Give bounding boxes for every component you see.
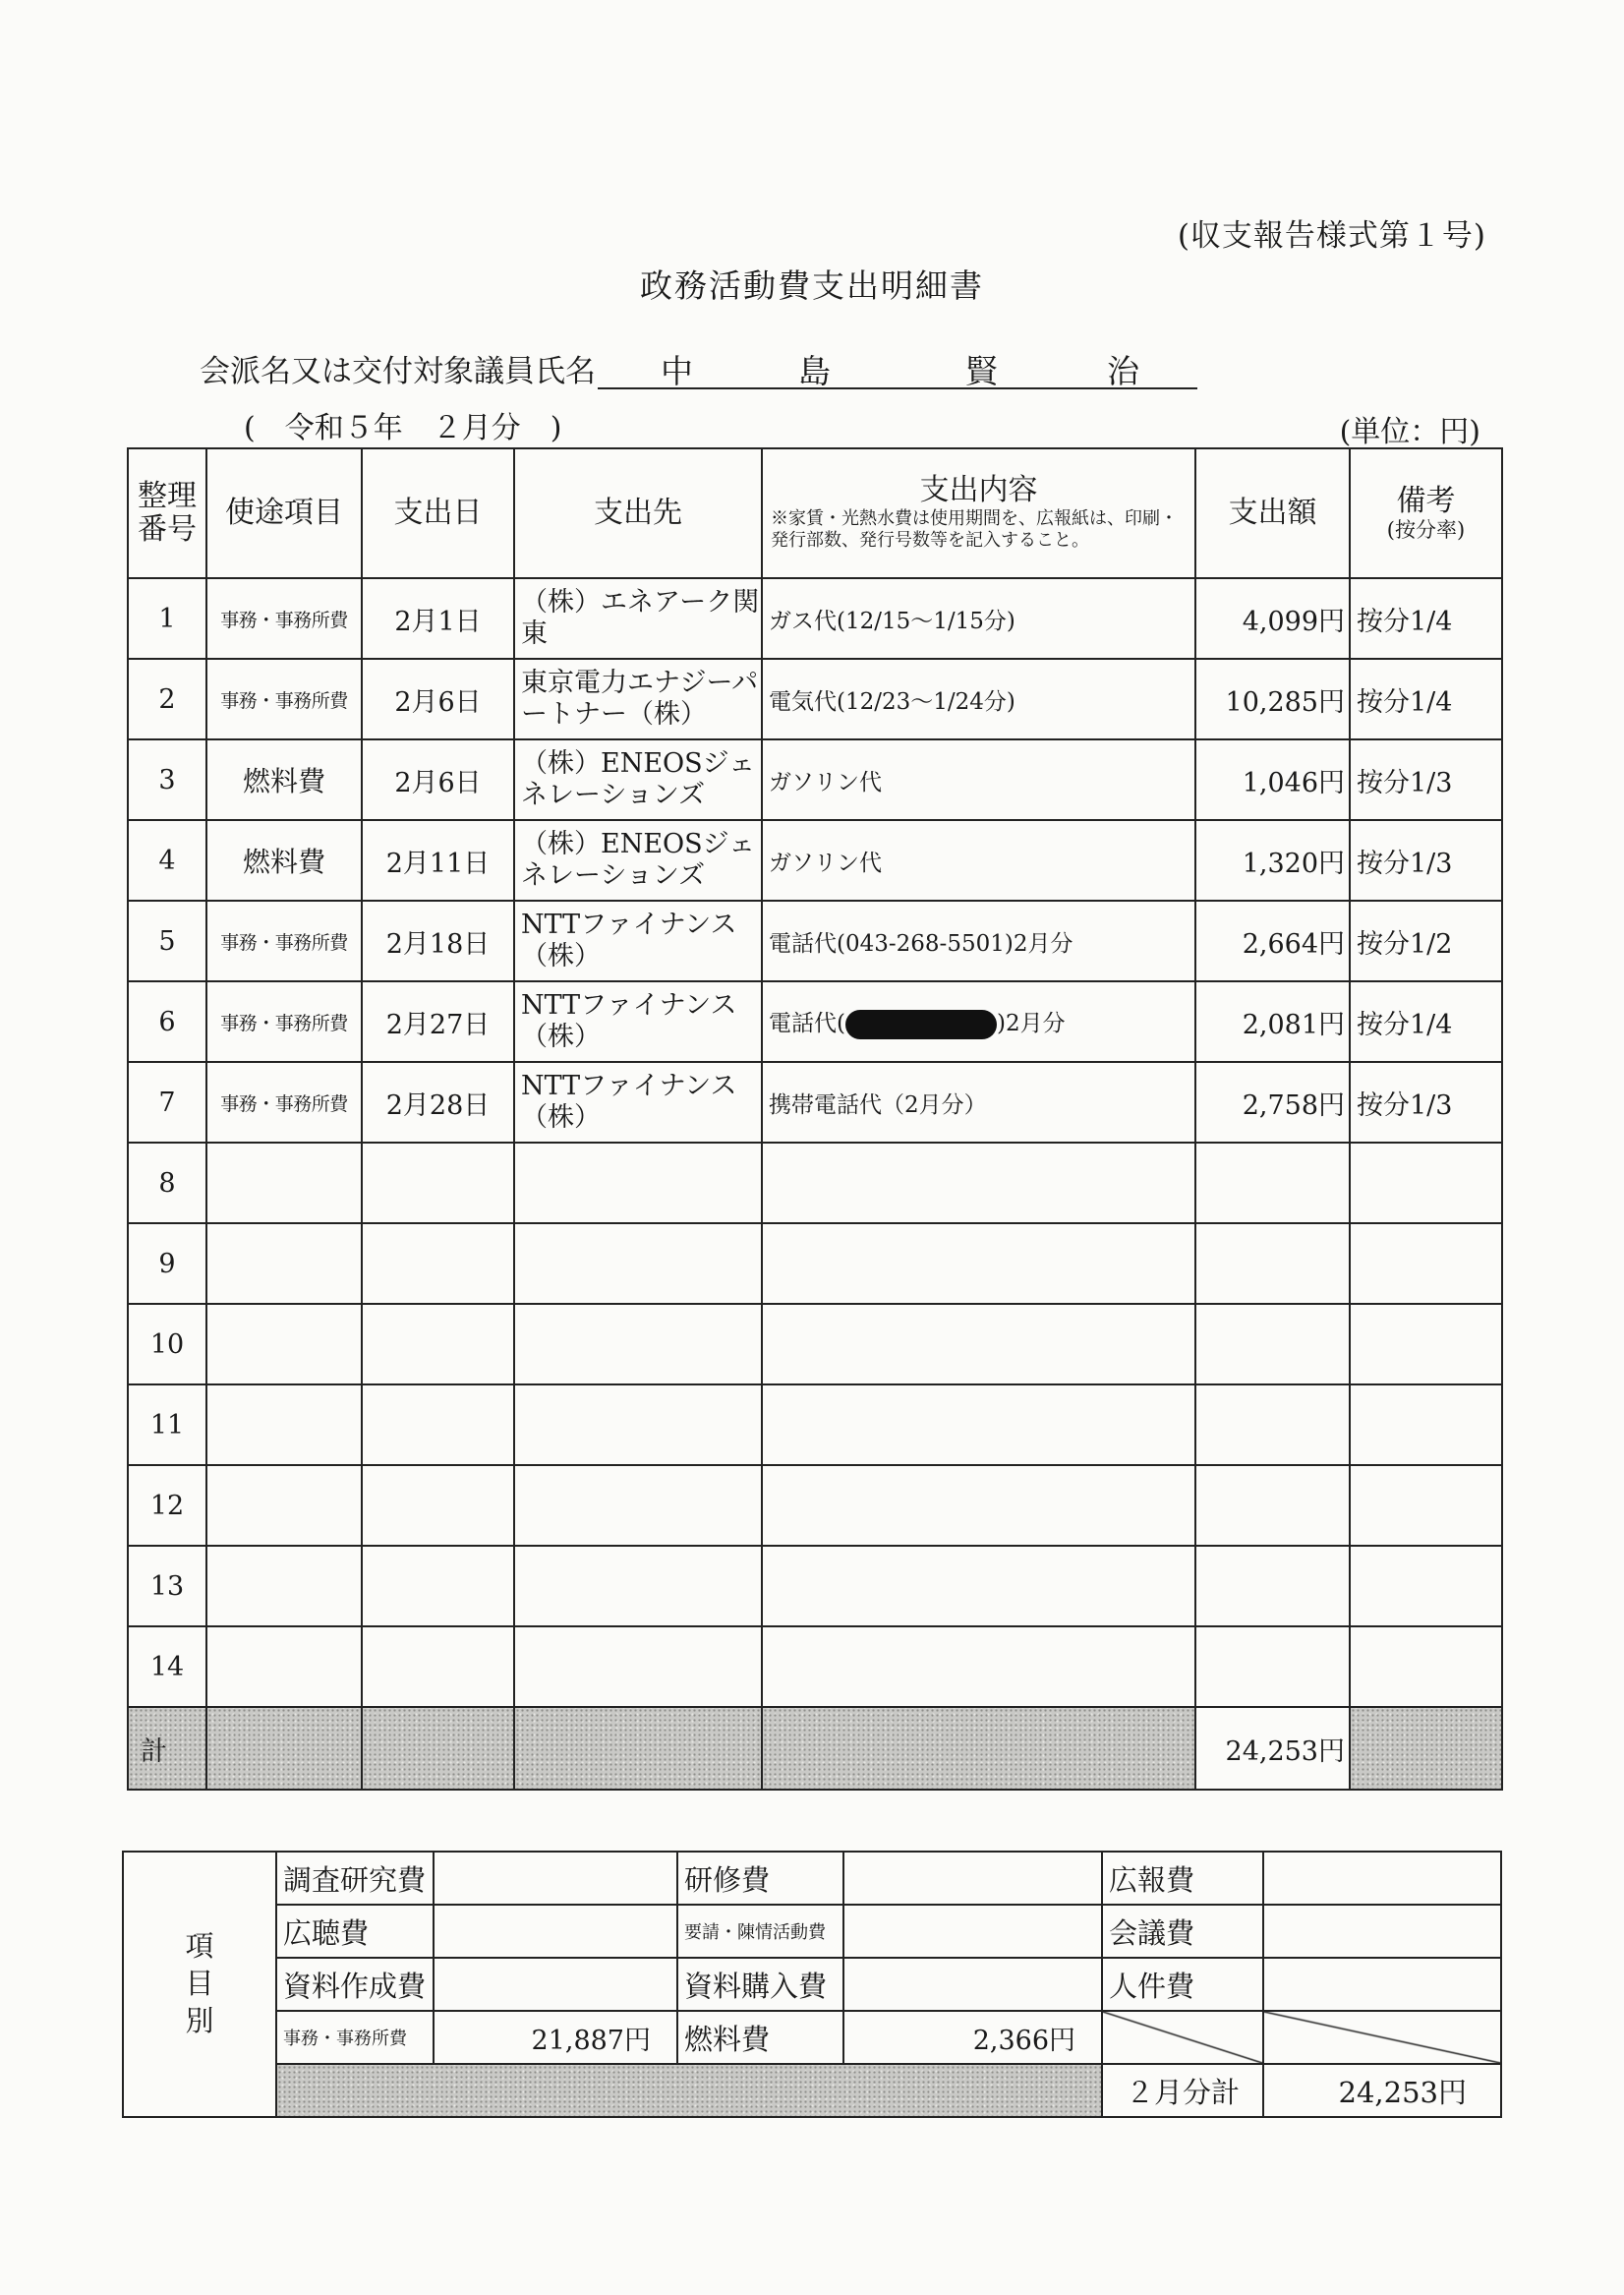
member-name-label: 会派名又は交付対象議員氏名 (200, 354, 596, 389)
use-category (206, 1304, 362, 1384)
payee (514, 1546, 762, 1626)
use-category (206, 1626, 362, 1707)
row-number: 9 (128, 1223, 206, 1304)
expense-content: 携帯電話代（2月分） (762, 1062, 1195, 1143)
payment-date: 2月11日 (362, 820, 514, 901)
expense-content: 電話代(043-268-5501)2月分 (762, 901, 1195, 981)
expense-content (762, 1143, 1195, 1223)
content-suffix: )2月分 (996, 1010, 1066, 1036)
payment-date (362, 1304, 514, 1384)
payment-date (362, 1465, 514, 1546)
payee (514, 1626, 762, 1707)
amount (1195, 1384, 1350, 1465)
payment-date: 2月6日 (362, 659, 514, 739)
use-category (206, 1384, 362, 1465)
table-row (128, 1626, 1502, 1707)
category-label: 調査研究費 (276, 1852, 434, 1905)
expense-content (762, 1465, 1195, 1546)
table-row (128, 1223, 1502, 1304)
row-number: 11 (128, 1384, 206, 1465)
amount (1195, 1304, 1350, 1384)
header-remarks: 備考 (按分率) (1350, 448, 1502, 578)
apportion-ratio (1350, 1626, 1502, 1707)
payee (514, 1143, 762, 1223)
payment-date: 2月18日 (362, 901, 514, 981)
apportion-ratio: 按分1/4 (1350, 659, 1502, 739)
row-number: 5 (128, 901, 206, 981)
use-category: 燃料費 (206, 820, 362, 901)
category-value (434, 1905, 677, 1958)
header-amount: 支出額 (1195, 448, 1350, 578)
header-date: 支出日 (362, 448, 514, 578)
total-row (128, 1707, 1502, 1790)
header-number: 整理番号 (128, 448, 206, 578)
category-side-label: 項 目 別 (123, 1852, 276, 2117)
expense-content (762, 1546, 1195, 1626)
category-value (434, 1958, 677, 2011)
payee (514, 1304, 762, 1384)
table-row (128, 1062, 1502, 1143)
payee: NTTファイナンス（株） (514, 981, 762, 1062)
month-total-value: 24,253円 (1263, 2064, 1501, 2117)
row-number: 4 (128, 820, 206, 901)
category-label: 要請・陳情活動費 (677, 1905, 843, 1958)
apportion-ratio (1350, 1384, 1502, 1465)
expense-content (762, 1304, 1195, 1384)
member-name-char: 賢 (965, 352, 998, 390)
row-number: 13 (128, 1546, 206, 1626)
document-title: 政務活動費支出明細書 (640, 266, 984, 305)
category-value (1263, 1852, 1501, 1905)
table-row (128, 739, 1502, 820)
apportion-ratio: 按分1/3 (1350, 739, 1502, 820)
table-row (128, 1143, 1502, 1223)
payee: NTTファイナンス（株） (514, 1062, 762, 1143)
expense-content (762, 1626, 1195, 1707)
apportion-ratio: 按分1/4 (1350, 578, 1502, 659)
category-label: 資料作成費 (276, 1958, 434, 2011)
apportion-ratio: 按分1/3 (1350, 820, 1502, 901)
form-number: (収支報告様式第１号) (1177, 218, 1486, 254)
category-value (1263, 1905, 1501, 1958)
use-category: 事務・事務所費 (206, 578, 362, 659)
amount (1195, 1546, 1350, 1626)
payment-date (362, 1626, 514, 1707)
payment-date: 2月1日 (362, 578, 514, 659)
expense-content: ガス代(12/15～1/15分) (762, 578, 1195, 659)
use-category: 事務・事務所費 (206, 901, 362, 981)
header-payee: 支出先 (514, 448, 762, 578)
expense-content: ガソリン代 (762, 820, 1195, 901)
shaded-cell (206, 1707, 362, 1790)
header-use: 使途項目 (206, 448, 362, 578)
payee: 東京電力エナジーパートナー（株） (514, 659, 762, 739)
use-category (206, 1546, 362, 1626)
shaded-cell (362, 1707, 514, 1790)
table-row (128, 659, 1502, 739)
payment-date (362, 1384, 514, 1465)
apportion-ratio (1350, 1223, 1502, 1304)
shaded-cell (1350, 1707, 1502, 1790)
use-category: 燃料費 (206, 739, 362, 820)
payee (514, 1223, 762, 1304)
amount (1195, 1465, 1350, 1546)
category-summary-table (122, 1851, 1502, 2118)
shaded-cell (276, 2064, 1102, 2117)
expense-content: 電気代(12/23～1/24分) (762, 659, 1195, 739)
table-row (128, 820, 1502, 901)
amount: 10,285円 (1195, 659, 1350, 739)
expense-content (762, 981, 1195, 1062)
category-value: 2,366円 (843, 2011, 1102, 2064)
table-header-row (128, 448, 1502, 578)
category-label: 広報費 (1102, 1852, 1263, 1905)
payment-date: 2月6日 (362, 739, 514, 820)
use-category (206, 1223, 362, 1304)
apportion-ratio (1350, 1143, 1502, 1223)
category-label: 事務・事務所費 (276, 2011, 434, 2064)
row-number: 12 (128, 1465, 206, 1546)
amount: 1,320円 (1195, 820, 1350, 901)
table-row (128, 1546, 1502, 1626)
apportion-ratio (1350, 1304, 1502, 1384)
total-amount: 24,253円 (1195, 1707, 1350, 1790)
diagonal-slash-cell (1102, 2011, 1263, 2064)
expense-content: ガソリン代 (762, 739, 1195, 820)
table-row (128, 1465, 1502, 1546)
expenditure-table (127, 447, 1503, 1791)
row-number: 6 (128, 981, 206, 1062)
category-value (1263, 1958, 1501, 2011)
payee (514, 1384, 762, 1465)
apportion-ratio (1350, 1546, 1502, 1626)
table-row (128, 1304, 1502, 1384)
member-name-char: 中 (661, 352, 693, 390)
expense-content (762, 1223, 1195, 1304)
payment-date (362, 1546, 514, 1626)
shaded-cell (762, 1707, 1195, 1790)
expense-content (762, 1384, 1195, 1465)
content-prefix: 電話代( (769, 1010, 845, 1036)
category-label: 資料購入費 (677, 1958, 843, 2011)
category-label: 広聴費 (276, 1905, 434, 1958)
use-category: 事務・事務所費 (206, 1062, 362, 1143)
unit-label: (単位：円) (1339, 415, 1480, 449)
row-number: 2 (128, 659, 206, 739)
apportion-ratio: 按分1/4 (1350, 981, 1502, 1062)
member-name-char: 島 (798, 352, 831, 390)
table-row (128, 901, 1502, 981)
payment-date: 2月28日 (362, 1062, 514, 1143)
category-value: 21,887円 (434, 2011, 677, 2064)
header-remarks-sub: (按分率) (1386, 518, 1466, 543)
category-label: 燃料費 (677, 2011, 843, 2064)
row-number: 10 (128, 1304, 206, 1384)
apportion-ratio: 按分1/3 (1350, 1062, 1502, 1143)
payment-date (362, 1143, 514, 1223)
category-label: 会議費 (1102, 1905, 1263, 1958)
header-content-note: ※家賃・光熱水費は使用期間を、広報紙は、印刷・発行部数、発行号数等を記入すること。 (771, 507, 1178, 552)
month-total-label: ２月分計 (1102, 2064, 1263, 2117)
payee: （株）エネアーク関東 (514, 578, 762, 659)
amount: 1,046円 (1195, 739, 1350, 820)
payee: NTTファイナンス（株） (514, 901, 762, 981)
category-value (434, 1852, 677, 1905)
table-row (128, 1384, 1502, 1465)
use-category: 事務・事務所費 (206, 659, 362, 739)
amount: 2,081円 (1195, 981, 1350, 1062)
category-value (843, 1958, 1102, 2011)
amount: 2,664円 (1195, 901, 1350, 981)
apportion-ratio (1350, 1465, 1502, 1546)
report-period: ( 令和５年 ２月分 ) (244, 411, 562, 445)
amount (1195, 1223, 1350, 1304)
payment-date (362, 1223, 514, 1304)
category-value (843, 1852, 1102, 1905)
amount: 2,758円 (1195, 1062, 1350, 1143)
shaded-cell (514, 1707, 762, 1790)
apportion-ratio: 按分1/2 (1350, 901, 1502, 981)
row-number: 7 (128, 1062, 206, 1143)
use-category: 事務・事務所費 (206, 981, 362, 1062)
category-label: 人件費 (1102, 1958, 1263, 2011)
row-number: 8 (128, 1143, 206, 1223)
payee (514, 1465, 762, 1546)
redaction-mark (845, 1010, 997, 1039)
diagonal-slash-cell (1263, 2011, 1501, 2064)
table-row (128, 578, 1502, 659)
use-category (206, 1143, 362, 1223)
payee: （株）ENEOSジェネレーションズ (514, 739, 762, 820)
amount (1195, 1143, 1350, 1223)
row-number: 1 (128, 578, 206, 659)
amount (1195, 1626, 1350, 1707)
member-name-char: 治 (1107, 352, 1139, 390)
row-number: 14 (128, 1626, 206, 1707)
payee: （株）ENEOSジェネレーションズ (514, 820, 762, 901)
header-content: 支出内容 ※家賃・光熱水費は使用期間を、広報紙は、印刷・発行部数、発行号数等を記入すること。 (762, 448, 1195, 578)
table-row (128, 981, 1502, 1062)
payment-date: 2月27日 (362, 981, 514, 1062)
total-label: 計 (128, 1707, 206, 1790)
category-label: 研修費 (677, 1852, 843, 1905)
use-category (206, 1465, 362, 1546)
row-number: 3 (128, 739, 206, 820)
category-value (843, 1905, 1102, 1958)
amount: 4,099円 (1195, 578, 1350, 659)
